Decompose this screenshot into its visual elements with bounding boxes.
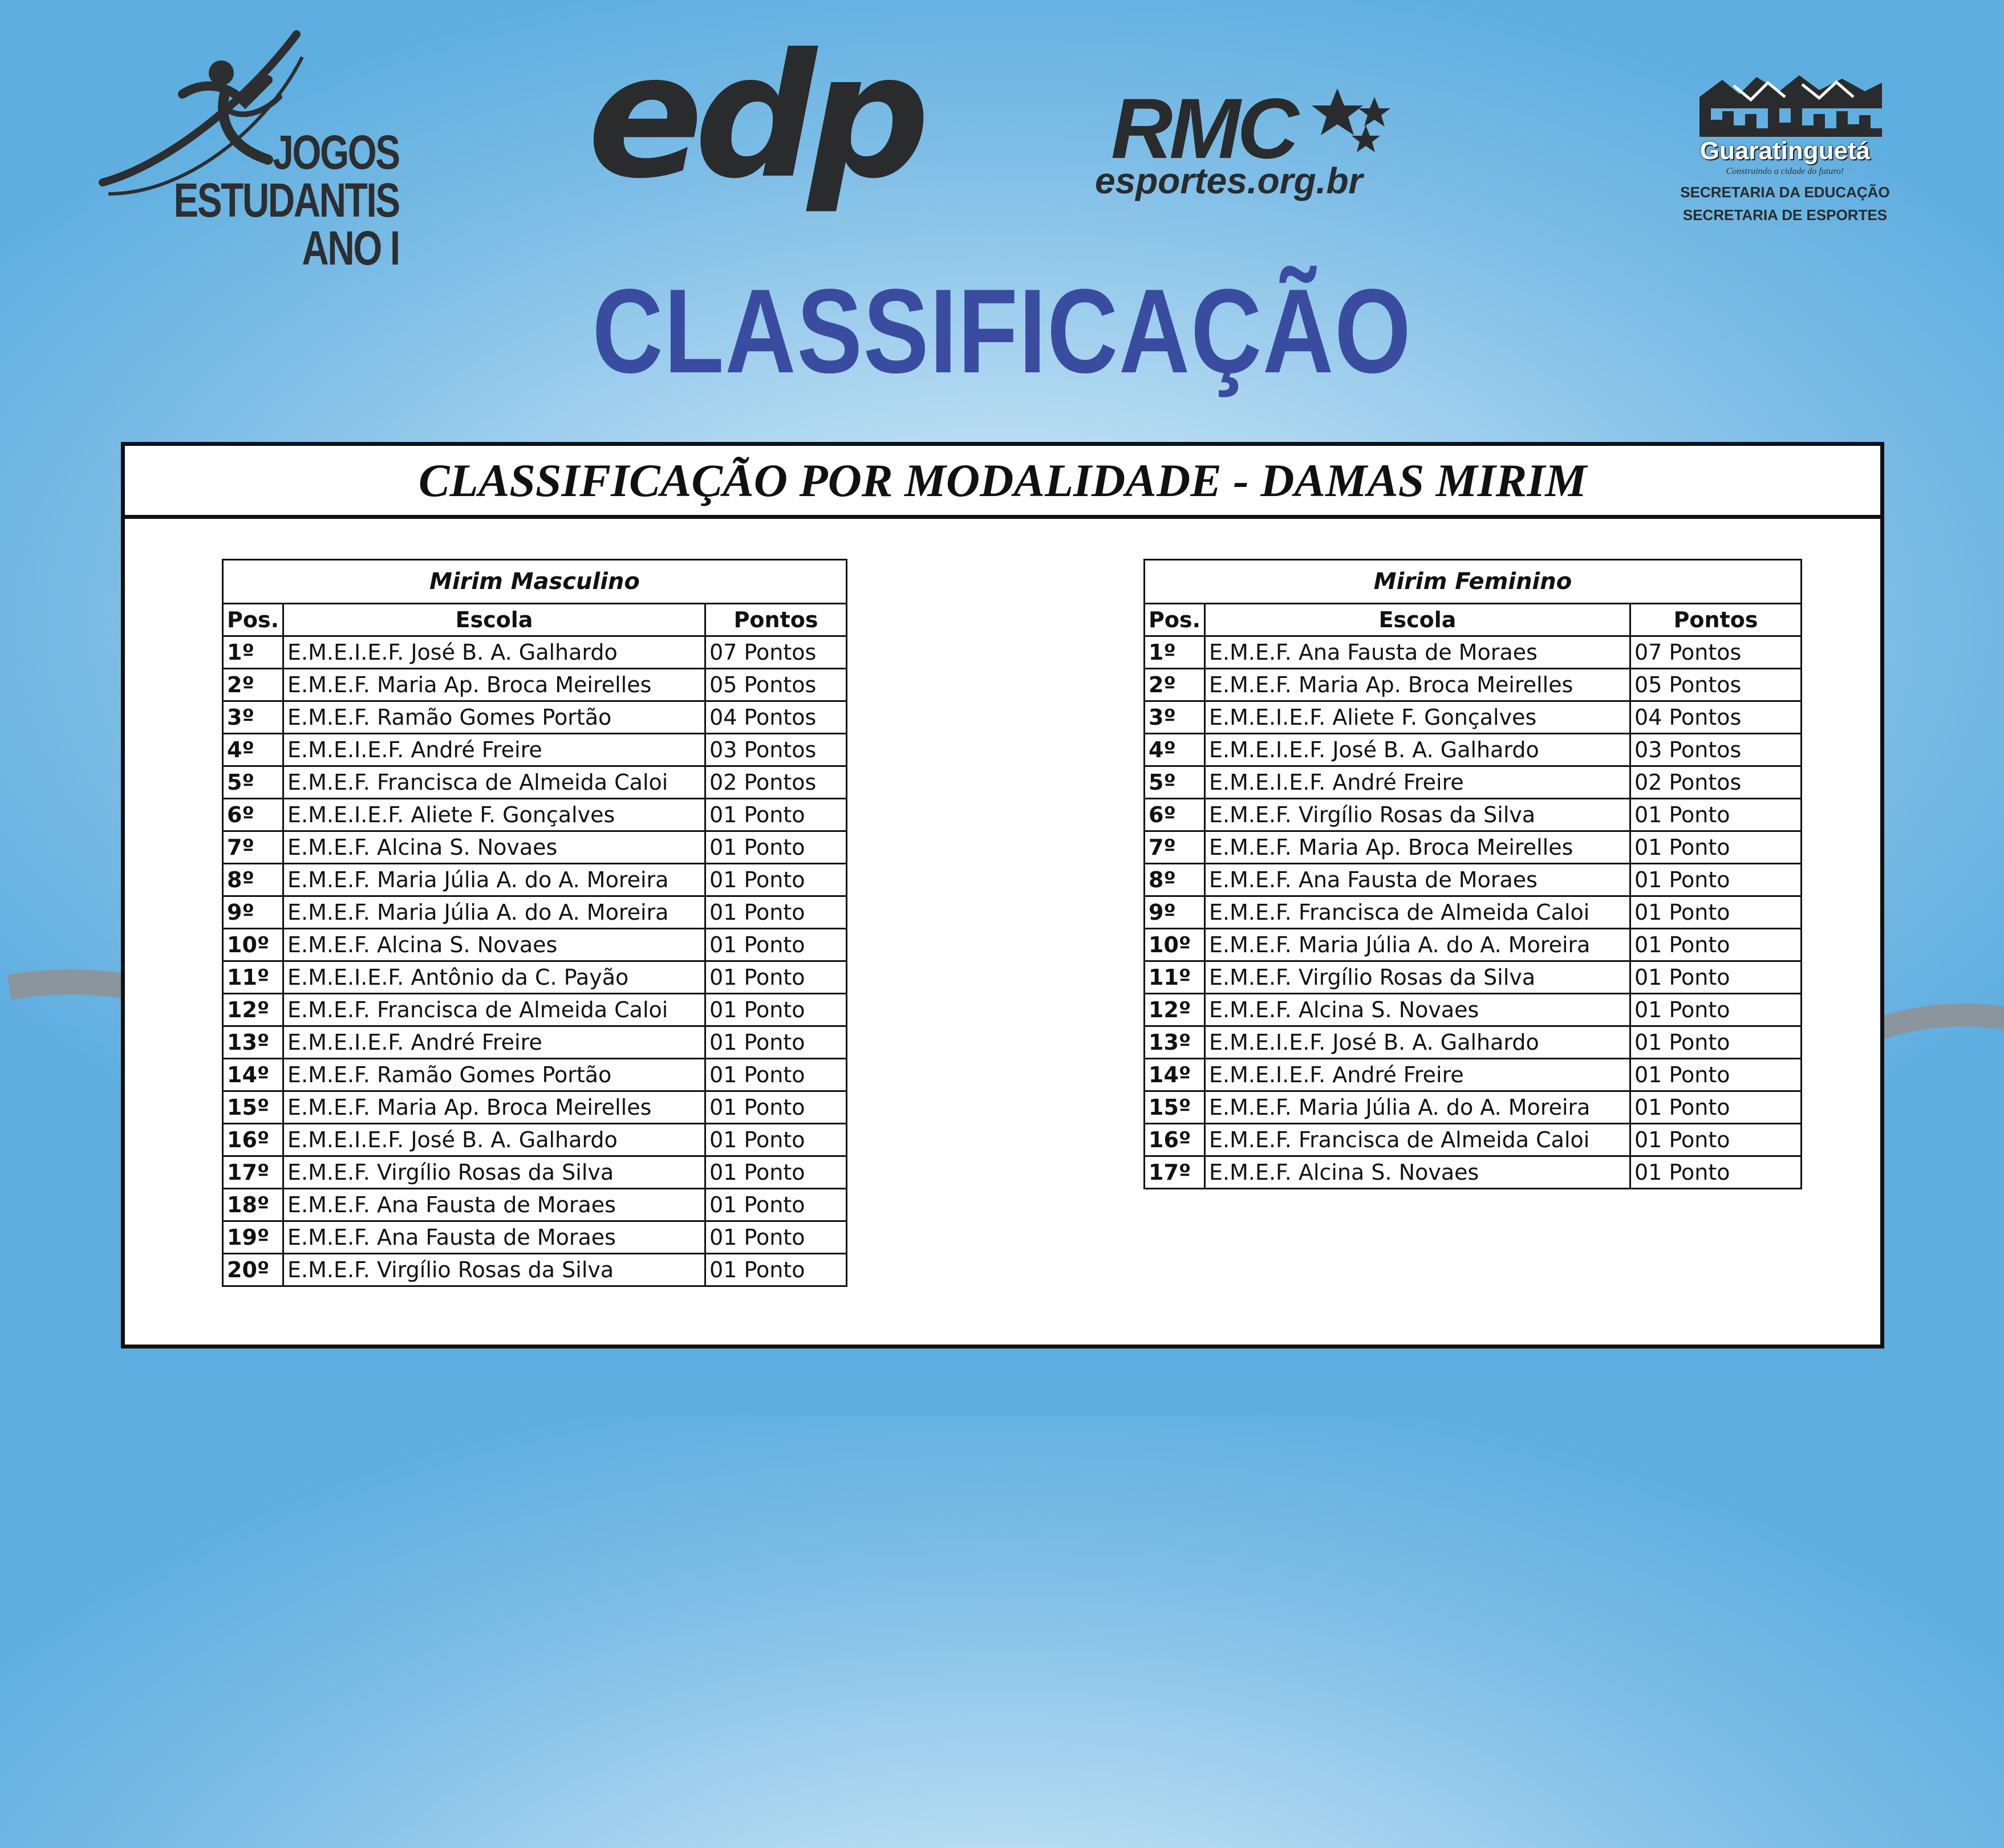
- page-title: CLASSIFICAÇÃO: [592, 264, 1412, 398]
- school-cell: E.M.E.F. Alcina S. Novaes: [1205, 1156, 1630, 1189]
- rmc-logo-sub: esportes.org.br: [1095, 160, 1363, 201]
- school-cell: E.M.E.F. Ana Fausta de Moraes: [1205, 636, 1630, 669]
- position-cell: 8º: [1145, 864, 1205, 896]
- table-row: [223, 1254, 847, 1286]
- school-cell: E.M.E.F. Virgílio Rosas da Silva: [1205, 961, 1630, 994]
- column-header-pontos: Pontos: [705, 604, 847, 636]
- table-row: [223, 864, 847, 896]
- position-cell: 4º: [1145, 734, 1205, 766]
- school-cell: E.M.E.F. Maria Júlia A. do A. Moreira: [283, 864, 705, 896]
- ranking-table-masculino: [222, 559, 847, 1287]
- points-cell: 05 Pontos: [1630, 669, 1802, 701]
- table-row: [223, 734, 847, 766]
- points-cell: 01 Ponto: [1630, 929, 1802, 961]
- table-row: [223, 929, 847, 961]
- points-cell: 01 Ponto: [705, 896, 847, 929]
- school-cell: E.M.E.F. Maria Júlia A. do A. Moreira: [1205, 1091, 1630, 1124]
- position-cell: 4º: [223, 734, 283, 766]
- points-cell: 03 Pontos: [705, 734, 847, 766]
- table-row: [223, 636, 847, 669]
- table-row: [223, 799, 847, 831]
- position-cell: 14º: [1145, 1059, 1205, 1091]
- position-cell: 5º: [1145, 766, 1205, 799]
- school-cell: E.M.E.F. Maria Júlia A. do A. Moreira: [1205, 929, 1630, 961]
- table-row: [1145, 994, 1802, 1026]
- points-cell: 01 Ponto: [705, 799, 847, 831]
- points-cell: 01 Ponto: [705, 831, 847, 864]
- points-cell: 01 Ponto: [1630, 864, 1802, 896]
- position-cell: 13º: [1145, 1026, 1205, 1059]
- points-cell: 04 Pontos: [705, 701, 847, 734]
- table-row: [223, 669, 847, 701]
- guaratingueta-name: Guaratinguetá: [1699, 137, 1871, 165]
- points-cell: 01 Ponto: [1630, 1124, 1802, 1156]
- table-row: [223, 896, 847, 929]
- position-cell: 14º: [223, 1059, 283, 1091]
- table-row: [223, 831, 847, 864]
- position-cell: 9º: [223, 896, 283, 929]
- points-cell: 03 Pontos: [1630, 734, 1802, 766]
- points-cell: 01 Ponto: [705, 864, 847, 896]
- table-row: [1145, 701, 1802, 734]
- position-cell: 19º: [223, 1221, 283, 1254]
- school-cell: E.M.E.I.E.F. José B. A. Galhardo: [1205, 1026, 1630, 1059]
- table-row: [223, 701, 847, 734]
- table-row: [1145, 864, 1802, 896]
- position-cell: 6º: [223, 799, 283, 831]
- school-cell: E.M.E.F. Maria Ap. Broca Meirelles: [283, 669, 705, 701]
- school-cell: E.M.E.F. Virgílio Rosas da Silva: [1205, 799, 1630, 831]
- points-cell: 01 Ponto: [1630, 1156, 1802, 1189]
- position-cell: 16º: [223, 1124, 283, 1156]
- table-row: [1145, 961, 1802, 994]
- school-cell: E.M.E.I.E.F. José B. A. Galhardo: [283, 636, 705, 669]
- secretaria-esportes: SECRETARIA DE ESPORTES: [1682, 206, 1888, 224]
- position-cell: 6º: [1145, 799, 1205, 831]
- position-cell: 8º: [223, 864, 283, 896]
- table-row: [1145, 734, 1802, 766]
- school-cell: E.M.E.I.E.F. José B. A. Galhardo: [1205, 734, 1630, 766]
- school-cell: E.M.E.F. Ana Fausta de Moraes: [1205, 864, 1630, 896]
- school-cell: E.M.E.F. Maria Ap. Broca Meirelles: [283, 1091, 705, 1124]
- column-header-pos: Pos.: [223, 604, 283, 636]
- guaratingueta-logo: [1665, 74, 1905, 239]
- position-cell: 10º: [1145, 929, 1205, 961]
- column-header-escola: Escola: [283, 604, 705, 636]
- table-row: [1145, 799, 1802, 831]
- table-row: [1145, 766, 1802, 799]
- points-cell: 01 Ponto: [705, 961, 847, 994]
- points-cell: 01 Ponto: [705, 1254, 847, 1286]
- rmc-logo: [1095, 80, 1392, 201]
- school-cell: E.M.E.F. Francisca de Almeida Caloi: [283, 994, 705, 1026]
- school-cell: E.M.E.F. Ramão Gomes Portão: [283, 701, 705, 734]
- points-cell: 01 Ponto: [705, 1091, 847, 1124]
- school-cell: E.M.E.F. Maria Ap. Broca Meirelles: [1205, 669, 1630, 701]
- table-row: [223, 961, 847, 994]
- table-category: Mirim Masculino: [223, 560, 847, 604]
- table-row: [223, 1221, 847, 1254]
- points-cell: 01 Ponto: [1630, 896, 1802, 929]
- jogos-line-2: ESTUDANTIS: [173, 173, 399, 227]
- position-cell: 1º: [1145, 636, 1205, 669]
- edp-logo: edp: [587, 17, 921, 216]
- school-cell: E.M.E.I.E.F. André Freire: [283, 734, 705, 766]
- points-cell: 01 Ponto: [1630, 1059, 1802, 1091]
- points-cell: 01 Ponto: [1630, 994, 1802, 1026]
- points-cell: 01 Ponto: [705, 929, 847, 961]
- points-cell: 02 Pontos: [1630, 766, 1802, 799]
- position-cell: 12º: [223, 994, 283, 1026]
- school-cell: E.M.E.F. Alcina S. Novaes: [1205, 994, 1630, 1026]
- school-cell: E.M.E.I.E.F. Aliete F. Gonçalves: [283, 799, 705, 831]
- position-cell: 11º: [1145, 961, 1205, 994]
- position-cell: 7º: [1145, 831, 1205, 864]
- points-cell: 07 Pontos: [705, 636, 847, 669]
- school-cell: E.M.E.F. Maria Ap. Broca Meirelles: [1205, 831, 1630, 864]
- table-row: [223, 1124, 847, 1156]
- table-row: [223, 1189, 847, 1221]
- table-row: [223, 1091, 847, 1124]
- school-cell: E.M.E.I.E.F. Antônio da C. Payão: [283, 961, 705, 994]
- school-cell: E.M.E.I.E.F. Aliete F. Gonçalves: [1205, 701, 1630, 734]
- school-cell: E.M.E.F. Alcina S. Novaes: [283, 929, 705, 961]
- position-cell: 9º: [1145, 896, 1205, 929]
- points-cell: 04 Pontos: [1630, 701, 1802, 734]
- jogos-estudantis-logo: [97, 23, 416, 274]
- position-cell: 2º: [223, 669, 283, 701]
- school-cell: E.M.E.F. Ana Fausta de Moraes: [283, 1189, 705, 1221]
- points-cell: 01 Ponto: [1630, 961, 1802, 994]
- position-cell: 12º: [1145, 994, 1205, 1026]
- position-cell: 20º: [223, 1254, 283, 1286]
- jogos-line-1: JOGOS: [273, 125, 399, 179]
- table-row: [1145, 1156, 1802, 1189]
- table-row: [1145, 831, 1802, 864]
- school-cell: E.M.E.F. Francisca de Almeida Caloi: [1205, 896, 1630, 929]
- rmc-logo-main: RMC: [1111, 80, 1296, 176]
- points-cell: 01 Ponto: [705, 1156, 847, 1189]
- position-cell: 2º: [1145, 669, 1205, 701]
- points-cell: 02 Pontos: [705, 766, 847, 799]
- points-cell: 01 Ponto: [1630, 1091, 1802, 1124]
- table-category: Mirim Feminino: [1145, 560, 1802, 604]
- position-cell: 18º: [223, 1189, 283, 1221]
- column-header-pontos: Pontos: [1630, 604, 1802, 636]
- points-cell: 01 Ponto: [1630, 831, 1802, 864]
- school-cell: E.M.E.I.E.F. André Freire: [1205, 1059, 1630, 1091]
- points-cell: 07 Pontos: [1630, 636, 1802, 669]
- table-row: [1145, 636, 1802, 669]
- points-cell: 01 Ponto: [705, 994, 847, 1026]
- school-cell: E.M.E.I.E.F. André Freire: [1205, 766, 1630, 799]
- table-row: [223, 1156, 847, 1189]
- position-cell: 3º: [223, 701, 283, 734]
- points-cell: 01 Ponto: [705, 1221, 847, 1254]
- points-cell: 01 Ponto: [1630, 799, 1802, 831]
- position-cell: 1º: [223, 636, 283, 669]
- table-row: [1145, 1091, 1802, 1124]
- results-panel: [121, 442, 1884, 1349]
- position-cell: 7º: [223, 831, 283, 864]
- school-cell: E.M.E.F. Alcina S. Novaes: [283, 831, 705, 864]
- school-cell: E.M.E.F. Ana Fausta de Moraes: [283, 1221, 705, 1254]
- school-cell: E.M.E.F. Virgílio Rosas da Silva: [283, 1156, 705, 1189]
- table-row: [1145, 1059, 1802, 1091]
- points-cell: 01 Ponto: [705, 1189, 847, 1221]
- school-cell: E.M.E.F. Francisca de Almeida Caloi: [1205, 1124, 1630, 1156]
- position-cell: 5º: [223, 766, 283, 799]
- column-header-escola: Escola: [1205, 604, 1630, 636]
- table-row: [1145, 929, 1802, 961]
- table-row: [1145, 669, 1802, 701]
- position-cell: 13º: [223, 1026, 283, 1059]
- points-cell: 01 Ponto: [705, 1026, 847, 1059]
- table-row: [1145, 1026, 1802, 1059]
- table-row: [223, 766, 847, 799]
- table-row: [223, 994, 847, 1026]
- position-cell: 17º: [1145, 1156, 1205, 1189]
- guaratingueta-tagline: Construindo a cidade do futuro!: [1726, 166, 1844, 176]
- position-cell: 16º: [1145, 1124, 1205, 1156]
- table-row: [223, 1026, 847, 1059]
- table-row: [1145, 896, 1802, 929]
- school-cell: E.M.E.I.E.F. André Freire: [283, 1026, 705, 1059]
- points-cell: 01 Ponto: [1630, 1026, 1802, 1059]
- position-cell: 15º: [223, 1091, 283, 1124]
- column-header-pos: Pos.: [1145, 604, 1205, 636]
- position-cell: 11º: [223, 961, 283, 994]
- position-cell: 15º: [1145, 1091, 1205, 1124]
- secretaria-educacao: SECRETARIA DA EDUCAÇÃO: [1680, 184, 1890, 201]
- school-cell: E.M.E.I.E.F. José B. A. Galhardo: [283, 1124, 705, 1156]
- points-cell: 01 Ponto: [705, 1059, 847, 1091]
- points-cell: 01 Ponto: [705, 1124, 847, 1156]
- table-row: [1145, 1124, 1802, 1156]
- position-cell: 3º: [1145, 701, 1205, 734]
- stars-icon: [1295, 86, 1392, 154]
- ranking-table-feminino: [1143, 559, 1802, 1189]
- school-cell: E.M.E.F. Maria Júlia A. do A. Moreira: [283, 896, 705, 929]
- table-row: [223, 1059, 847, 1091]
- position-cell: 17º: [223, 1156, 283, 1189]
- school-cell: E.M.E.F. Ramão Gomes Portão: [283, 1059, 705, 1091]
- school-cell: E.M.E.F. Virgílio Rosas da Silva: [283, 1254, 705, 1286]
- panel-title: CLASSIFICAÇÃO POR MODALIDADE - DAMAS MIRIM: [125, 446, 1880, 519]
- school-cell: E.M.E.F. Francisca de Almeida Caloi: [283, 766, 705, 799]
- jogos-line-3: ANO I: [302, 221, 399, 275]
- position-cell: 10º: [223, 929, 283, 961]
- points-cell: 05 Pontos: [705, 669, 847, 701]
